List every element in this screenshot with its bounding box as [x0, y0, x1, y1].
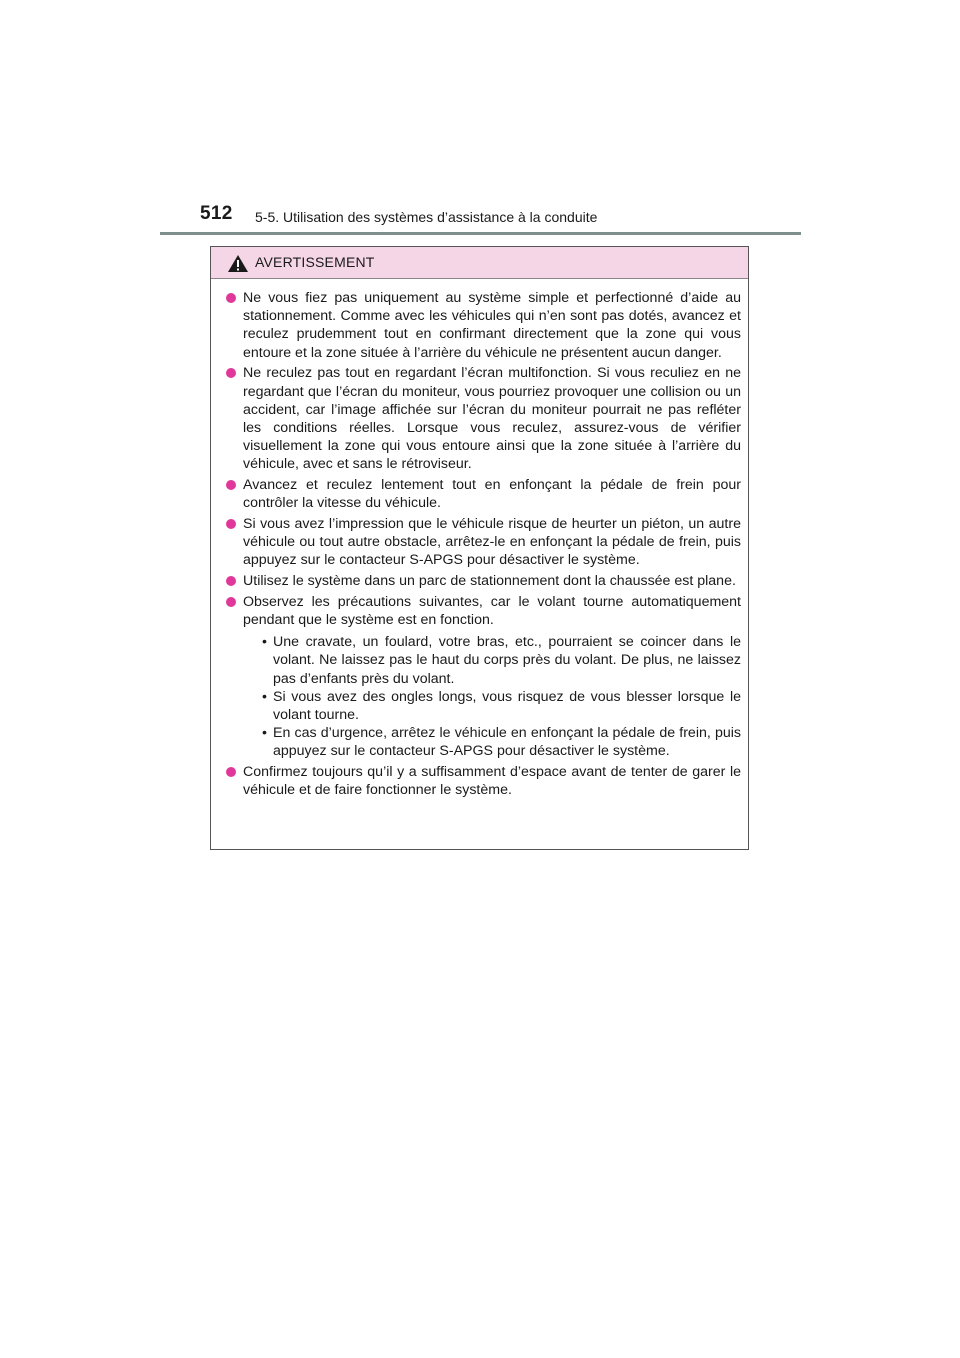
- sub-bullet-icon: •: [262, 725, 267, 742]
- warning-item-text: Utilisez le système dans un parc de stationnement dont la chaussée est plane.: [243, 573, 736, 590]
- page-number: 512: [200, 203, 233, 224]
- sub-bullet-icon: •: [262, 634, 267, 651]
- warning-item: [224, 476, 741, 512]
- warning-item: [224, 289, 741, 362]
- warning-triangle-icon: [227, 254, 249, 273]
- warning-item: [224, 364, 741, 473]
- warning-body: [211, 279, 748, 799]
- sub-list-item-text: Si vous avez des ongles longs, vous risquez de vous blesser lorsque le volant tourne.: [273, 688, 741, 723]
- warning-item-text: Si vous avez l’impression que le véhicule risque de heurter un piéton, un autre véhicule ou tout autre obstacle, arrêtez-le en enfonçant la pédale de frein, puis appuyez sur le contacteur S-APGS pour désactiver le système.: [243, 515, 741, 569]
- warning-item: [224, 515, 741, 570]
- sub-list-item-text: En cas d’urgence, arrêtez le véhicule en enfonçant la pédale de frein, puis appuyez sur le contacteur S-APGS pour désactiver le système.: [273, 725, 741, 760]
- sub-bullet-icon: •: [262, 688, 267, 705]
- section-title: 5-5. Utilisation des systèmes d’assistance à la conduite: [255, 209, 598, 225]
- warning-item-text: Confirmez toujours qu’il y a suffisamment d’espace avant de tenter de garer le véhicule et de faire fonctionner le système.: [243, 764, 741, 799]
- bullet-icon: [226, 597, 236, 607]
- header-rule: [160, 232, 801, 235]
- warning-item: [224, 593, 741, 761]
- bullet-icon: [226, 368, 236, 378]
- bullet-icon: [226, 576, 236, 586]
- bullet-icon: [226, 480, 236, 490]
- sub-list-item: [243, 724, 741, 760]
- sub-list: [243, 633, 741, 760]
- bullet-icon: [226, 767, 236, 777]
- warning-item-text: Observez les précautions suivantes, car le volant tourne automatiquement pendant que le système est en fonction.: [243, 593, 741, 628]
- warning-title: AVERTISSEMENT: [255, 254, 375, 270]
- sub-list-item: [243, 633, 741, 688]
- sub-list-item: [243, 688, 741, 724]
- bullet-icon: [226, 519, 236, 529]
- warning-item-text: Ne reculez pas tout en regardant l’écran multifonction. Si vous reculiez en ne regardant que l’écran du moniteur, vous pourriez provoquer une collision ou un accident, car l’image affichée sur l’écran du moniteur pourrait ne pas refléter les conditions réelles. Lorsque vous reculez, assurez-vous de vérifier visuellement la zone qui vous entoure ainsi que la zone située à l’arrière du véhicule, avec et sans le rétroviseur.: [243, 365, 741, 473]
- sub-list-item-text: Une cravate, un foulard, votre bras, etc., pourraient se coincer dans le volant. Ne laissez pas le haut du corps près du volant. De plus, ne laissez pas d’enfants près du volant.: [273, 634, 741, 687]
- warning-item: [224, 763, 741, 799]
- warning-header: [211, 247, 748, 279]
- warning-box: [210, 246, 749, 850]
- warning-item: [224, 572, 741, 590]
- bullet-icon: [226, 293, 236, 303]
- warning-item-text: Avancez et reculez lentement tout en enfonçant la pédale de frein pour contrôler la vitesse du véhicule.: [243, 477, 741, 512]
- warning-item-text: Ne vous fiez pas uniquement au système simple et perfectionné d’aide au stationnement. Comme avec les véhicules qui n’en sont pas dotés, avancez et reculez prudemment tout en confirmant directement que la zone qui vous entoure et la zone située à l’arrière du véhicule ne présentent aucun danger.: [243, 290, 741, 361]
